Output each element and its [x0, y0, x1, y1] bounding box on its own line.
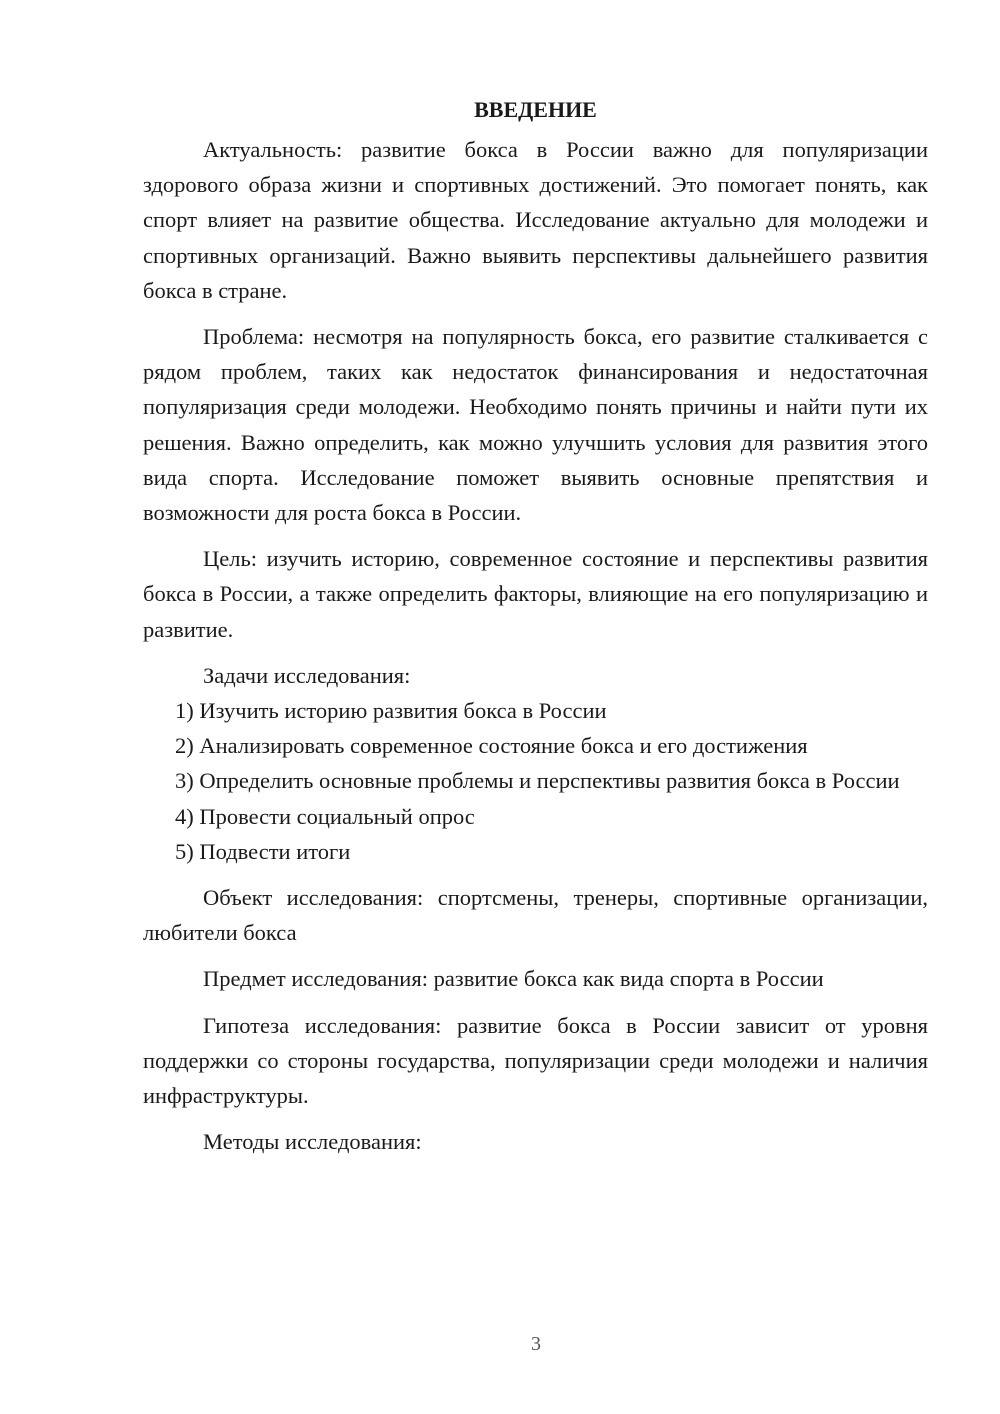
task-item: 1) Изучить историю развития бокса в России: [175, 698, 607, 724]
task-item: 4) Провести социальный опрос: [175, 803, 475, 829]
problem-paragraph: Проблема: несмотря на популярность бокса, его развитие сталкивается с рядом проблем, таких как недостаток финансирования и недостаточная популяризация среди молодежи. Необходимо понять причины и найти пути их решения. Важно определить, как можно улучшить условия для развития этого вида спорта. Исследование поможет выявить основные препятствия и возможности для роста бокса в России.: [143, 324, 928, 526]
task-item: 2) Анализировать современное состояние бокса и его достижения: [175, 733, 808, 759]
page-title: ВВЕДЕНИЕ: [474, 97, 597, 122]
task-item: 3) Определить основные проблемы и перспективы развития бокса в России: [175, 768, 900, 794]
subject-paragraph: Предмет исследования: развитие бокса как вида спорта в России: [203, 966, 824, 992]
document-page: [143, 92, 928, 1159]
hypothesis-paragraph: Гипотеза исследования: развитие бокса в России зависит от уровня поддержки со стороны государства, популяризации среди молодежи и наличия инфраструктуры.: [143, 1012, 928, 1109]
relevance-paragraph: Актуальность: развитие бокса в России важно для популяризации здорового образа жизни и спортивных достижений. Это помогает понять, как спорт влияет на развитие общества. Исследование актуально для молодежи и спортивных организаций. Важно выявить перспективы дальнейшего развития бокса в стране.: [143, 137, 928, 303]
methods-heading: Методы исследования:: [203, 1129, 422, 1155]
task-item: 5) Подвести итоги: [175, 838, 351, 864]
page-number: 3: [531, 1333, 541, 1355]
tasks-heading: Задачи исследования:: [203, 662, 411, 688]
goal-paragraph: Цель: изучить историю, современное состояние и перспективы развития бокса в России, а также определить факторы, влияющие на его популяризацию и развитие.: [143, 546, 928, 642]
object-paragraph: Объект исследования: спортсмены, тренеры, спортивные организации, любители бокса: [143, 885, 928, 946]
